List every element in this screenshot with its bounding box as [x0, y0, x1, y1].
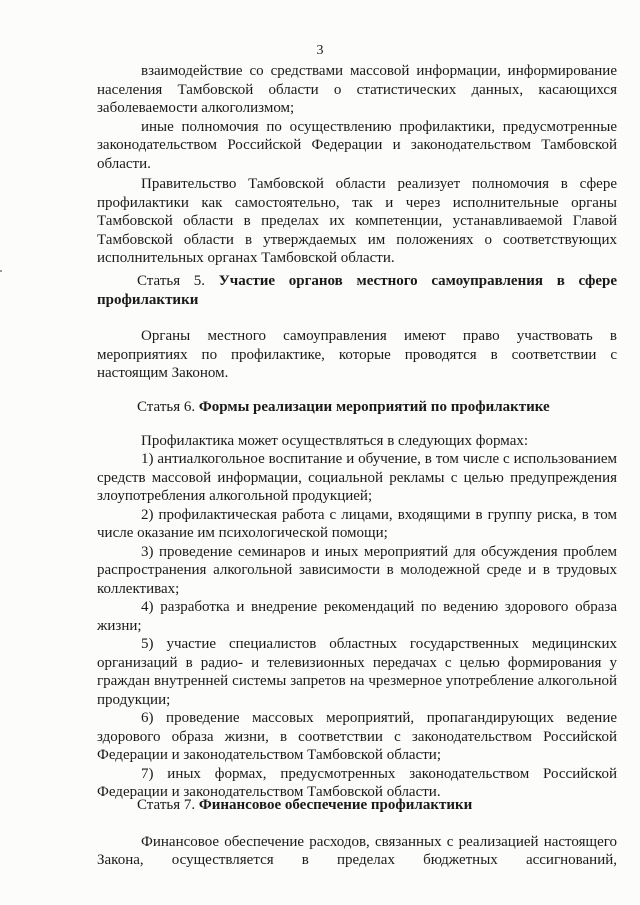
intro-section: [97, 62, 617, 268]
article-prefix: Статья 5.: [137, 273, 206, 289]
list-item: 2) профилактическая работа с лицами, входящими в группу риска, в том числе оказание им психологической помощи;: [97, 506, 617, 541]
list-item: 4) разработка и внедрение рекомендаций по ведению здорового образа жизни;: [97, 599, 617, 634]
article-heading: [97, 796, 617, 815]
list-item: 7) иных формах, предусмотренных законодательством Российской Федерации и законодательством Тамбовской области.: [97, 765, 617, 800]
paragraph: Органы местного самоуправления имеют право участвовать в мероприятиях по профилактике, которые проводятся в соответствии с настоящим Законом.: [97, 328, 617, 381]
list-item: 5) участие специалистов областных государственных медицинских организаций в радио- и телевизионных передачах с целью формирования у граждан внутренней системы запретов на чрезмерное употребление алкогольной продукции;: [97, 636, 617, 708]
list-item: 1) антиалкогольное воспитание и обучение, в том числе с использованием средств массовой информации, социальной рекламы с целью предупреждения злоупотребления алкогольной продукцией;: [97, 451, 617, 504]
list-item: 3) проведение семинаров и иных мероприятий для обсуждения проблем распространения алкогольной зависимости в молодежной среде и в трудовых коллективах;: [97, 543, 617, 597]
article-prefix: Статья 7.: [137, 797, 196, 813]
article-heading: [97, 398, 617, 417]
article-title: Финансовое обеспечение профилактики: [198, 797, 473, 813]
list-item: 6) проведение массовых мероприятий, пропагандирующих ведение здорового образа жизни, в соответствии с законодательством Российской Федерации и законодательством Тамбовской области;: [97, 710, 617, 763]
article-6: [97, 398, 617, 802]
article-prefix: Статья 6.: [137, 399, 196, 415]
paragraph: Профилактика может осуществляться в следующих формах:: [141, 432, 529, 449]
page-number: 3: [316, 43, 324, 58]
scan-mark: [0, 270, 2, 272]
article-title: Участие органов местного самоуправления в сфере профилактики: [97, 273, 617, 308]
article-5: [97, 272, 617, 383]
paragraph: иные полномочия по осуществлению профилактики, предусмотренные законодательством Российской Федерации и законодательством Тамбовской области.: [97, 118, 617, 172]
paragraph: взаимодействие со средствами массовой информации, информирование населения Тамбовской области о статистических данных, касающихся заболеваемости алкоголизмом;: [97, 63, 617, 116]
paragraph: Правительство Тамбовской области реализует полномочия в сфере профилактики как самостоятельно, так и через исполнительные органы Тамбовской области в пределах их компетенции, устанавливаемой Главой Тамбовской области в утверждаемых им положениях о соответствующих исполнительных органах Тамбовской области.: [97, 176, 617, 266]
paragraph: Финансовое обеспечение расходов, связанных с реализацией настоящего Закона, осуществляется в пределах бюджетных ассигнований,: [97, 833, 617, 868]
article-title: Формы реализации мероприятий по профилактике: [198, 399, 550, 415]
article-7: [97, 796, 617, 870]
article-heading: [97, 272, 617, 309]
